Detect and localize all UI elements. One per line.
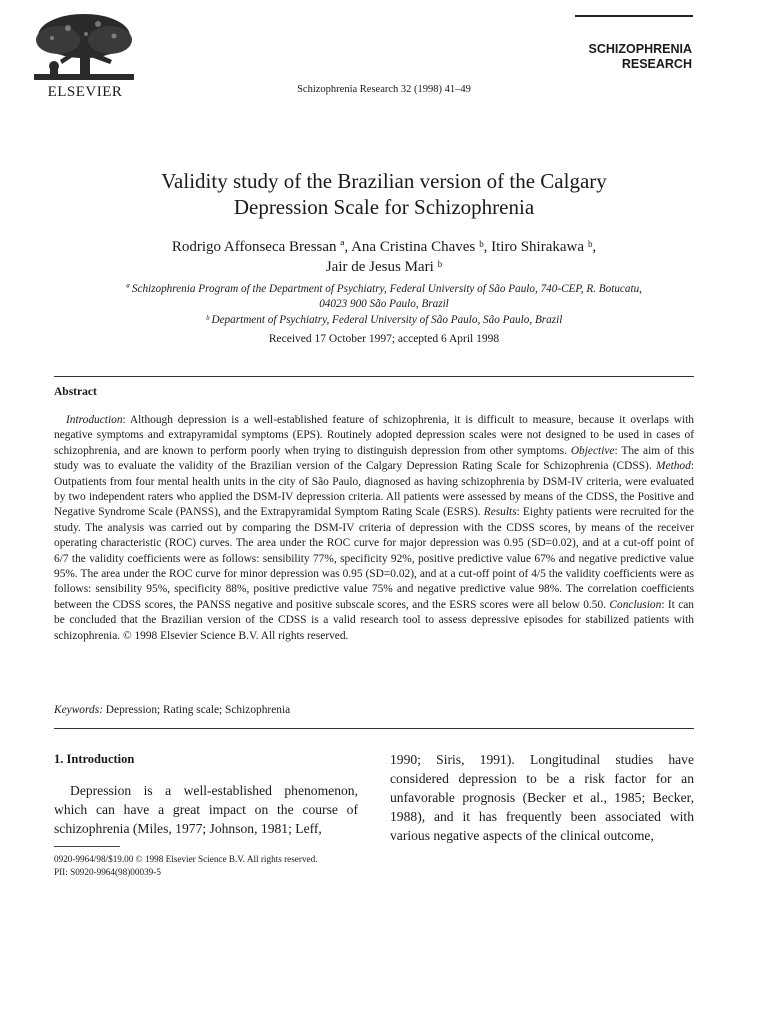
footnote <box>54 853 318 879</box>
article-title <box>60 168 708 220</box>
conclusion-text: : It can be concluded that the Brazilian version of the CDSS is a valid research tool to assess depressive episodes for stabilized patients with schizophrenia. © 1998 Elsevier Science B.V. All rights reserved. <box>54 598 695 642</box>
right-column-paragraph: 1990; Siris, 1991). Longitudinal studies have considered depression to be a risk factor for an unfavorable prognosis (Becker et al., 1985; Becker, 1988), and it has frequently been associated with various negative aspects of the clinical outcome, <box>390 752 694 843</box>
journal-brand <box>589 42 692 72</box>
footnote-rule <box>54 846 120 847</box>
abstract-bottom-rule <box>54 728 694 729</box>
objective-label: Objective <box>570 444 615 457</box>
method-label: Method <box>656 460 691 473</box>
journal-brand-line2: RESEARCH <box>621 57 692 71</box>
left-column-paragraph: Depression is a well-established phenomenon, which can have a great impact on the course of schizophrenia (Miles, 1977; Johnson, 1981; Leff, <box>54 783 358 836</box>
intro-text: : Although depression is a well-established feature of schizophrenia, it is difficult to measure, because it overlaps with negative symptoms and extrapyramidal symptoms (EPS). Routinely adopted depression scales were not designed to be used in cases of schizophrenia, and are known to perform poorly when trying to distinguish depression from other symptoms. <box>54 414 694 457</box>
affiliation-a-line1: ª Schizophrenia Program of the Department of Psychiatry, Federal University of São Paulo, 740-CEP, R. Botucatu, <box>126 283 642 295</box>
copyright-line: 0920-9964/98/$19.00 © 1998 Elsevier Science B.V. All rights reserved. <box>54 854 318 864</box>
keywords-label: Keywords: <box>54 704 103 716</box>
abstract-paragraph <box>54 413 694 644</box>
affiliation-a-line2: 04023 900 São Paulo, Brazil <box>319 298 449 310</box>
keywords <box>54 704 290 716</box>
method-text: : Outpatients from four mental health units in the city of São Paulo, diagnosed as having schizophrenia by DSM-IV criteria, were evaluated by two independent raters who applied the DSM-IV depression criteria. All patients were assessed by means of the CDSS, the Positive and Negative Syndrome Scale (PANSS), and the Extrapyramidal Symptom Rating Scale (ESRS). <box>54 460 694 519</box>
affiliation-b: ᵇ Department of Psychiatry, Federal University of São Paulo, São Paulo, Brazil <box>205 314 563 326</box>
section-heading: 1. Introduction <box>54 752 135 766</box>
pii-line: PII: S0920-9964(98)00039-5 <box>54 867 161 877</box>
article-title-line1: Validity study of the Brazilian version of the Calgary <box>161 169 607 193</box>
conclusion-label: Conclusion <box>609 598 662 611</box>
journal-brand-line1: SCHIZOPHRENIA <box>588 42 692 56</box>
author-list <box>60 237 708 277</box>
journal-brand-rule <box>575 15 693 17</box>
body-right-column <box>390 750 694 845</box>
received-dates: Received 17 October 1997; accepted 6 April 1998 <box>268 333 500 345</box>
article-title-line2: Depression Scale for Schizophrenia <box>233 195 535 219</box>
intro-label: Introduction <box>66 414 123 426</box>
objective-text: : The aim of this study was to evaluate the validity of the Brazilian version of the Calgary Depression Rating Scale for Schizophrenia (CDSS). <box>54 444 694 473</box>
abstract-top-rule <box>54 376 694 377</box>
results-text: : Eighty patients were recruited for the study. The analysis was carried out by comparing the DSM-IV criteria of depression with the CDSS scores, by means of the receiver operating characteristic (ROC) curves. The area under the ROC curve for major depression was 0.95 (SD=0.02), and at a cut-off point of 6/7 the validity coefficients were as follows: sensibility 77%, specificity 92%, positive predictive value 67% and negative predictive value 95%. The area under the ROC curve for minor depression was 0.95 (SD=0.02), and at a cut-off point of 4/5 the validity coefficients were as follows: sensibility 95%, specificity 88%, positive predictive value 75% and negative predictive value 98%. The correlation coefficients between the CDSS scores, the PANSS negative and positive subscale scores, and the ESRS scores were all below 0.50. <box>54 506 694 611</box>
results-label: Results <box>483 506 517 519</box>
abstract-heading: Abstract <box>54 386 97 398</box>
authors-line1: Rodrigo Affonseca Bressan ª, Ana Cristina Chaves ᵇ, Itiro Shirakawa ᵇ, <box>171 239 597 255</box>
affiliation-a <box>40 282 728 312</box>
keywords-text: Depression; Rating scale; Schizophrenia <box>102 704 291 716</box>
body-left-column <box>54 750 358 838</box>
publisher-name: ELSEVIER <box>47 84 123 100</box>
journal-citation: Schizophrenia Research 32 (1998) 41–49 <box>297 84 471 95</box>
authors-line2: Jair de Jesus Mari ᵇ <box>325 259 443 275</box>
abstract-body <box>54 413 694 644</box>
